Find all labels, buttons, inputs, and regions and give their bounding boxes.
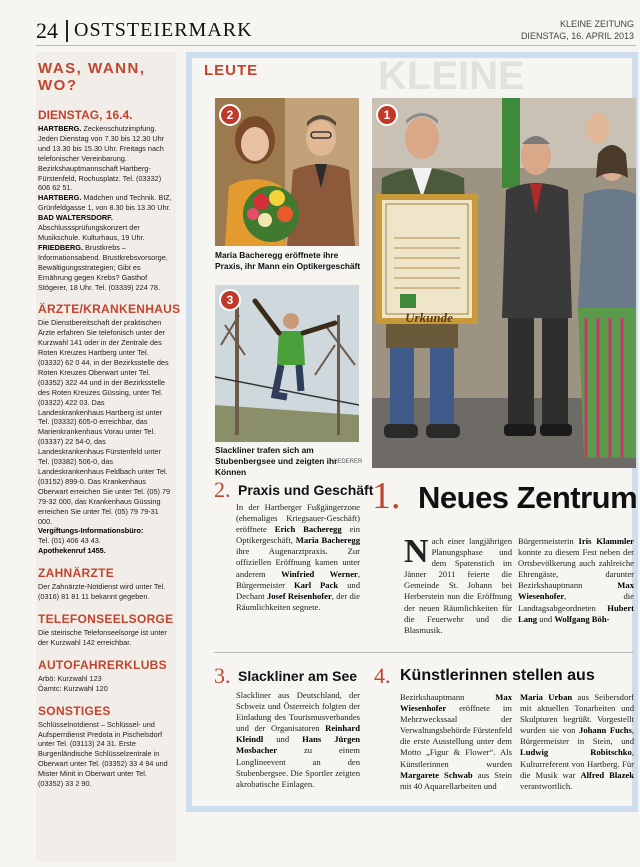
badge-2: 2 — [219, 104, 241, 126]
aerzte-heading: ÄRZTE/KRANKENHAUS — [38, 302, 181, 317]
article2-body: In der Hartberger Fußgängerzone (ehemaliges Kriegsauer-Geschäft) eröffnete Erich Bacheregg ein Optikergeschäft, Maria Bacheregg ihre Augenarztpraxis. Zur offiziellen Eröffnung kamen unter anderem Winfried Werner, Bürgermeister Karl Pack und Dechant Josef Reisenhofer, der die Räumlichkeiten segnete. — [236, 502, 361, 612]
article2-title: Praxis und Geschäft — [238, 482, 374, 498]
photo-group-illustration — [372, 98, 636, 468]
article1-col1: Nach einer langjährigen Planungsphase und dem Spatenstich im Jänner 2011 feierte die Gemeinde St. Johann bei Herberstein nun die Eröffnung der neuen Räumlichkeiten für die Feuerwehr und die Blasmusik. — [404, 533, 512, 635]
section-title: OSTSTEIERMARK — [74, 19, 253, 41]
ghost-masthead: KLEINE — [378, 54, 525, 94]
article2-number: 2. — [214, 477, 231, 502]
event-item: FRIEDBERG. Brustkrebs – Informationsabend. Brustkrebsvorsorge, Bewältigungsstrategien; Gibt es Ernährung gegen Krebs? Gasthof Stögerer, 18 Uhr. Tel. (03339) 224 78. — [38, 242, 168, 292]
caption-praxis: Maria Bacheregg eröffnete ihre Praxis, ihr Mann ein Optikergeschäft — [215, 250, 361, 271]
caption-slackliner: Slackliner trafen sich am Stubenbergsee und zeigten ihr Können — [215, 445, 338, 477]
publication-date: DIENSTAG, 16. APRIL 2013 — [520, 31, 634, 41]
publication-name: KLEINE ZEITUNG — [559, 19, 634, 29]
vergiftung-tel: Tel. (01) 406 43 43. — [38, 536, 101, 546]
article4-number: 4. — [374, 663, 391, 688]
sidebar-title: WAS, WANN, WO? — [38, 60, 146, 94]
page-header — [36, 14, 636, 46]
photo-slackliner — [215, 285, 359, 442]
dropcap-n: N — [404, 533, 429, 570]
events-sidebar — [36, 52, 181, 862]
event-item: HARTBERG. Mädchen und Technik. BIZ, Grünfeldgasse 1, von 8.30 bis 13.30 Uhr. — [38, 193, 172, 213]
article3-title: Slackliner am See — [238, 668, 358, 684]
article4-col1: Bezirkshauptmann Max Wiesenhofer eröffnete im Mehrzweckssaal der Verwaltungsbehörde Fürstenfeld die erste Ausstellung unter dem Motto „Figur & Flower“. Als Künstlerinnen wurden Margarete Schwab aus Stein mit 40 Aquarellarbeiten und — [400, 692, 512, 791]
arboe-line: Arbö: Kurzwahl 123 — [38, 673, 102, 683]
header-divider — [66, 20, 68, 42]
divider-rule — [214, 652, 634, 653]
article1-col2: Bürgermeisterin Iris Klammler konnte zu diesem Fest neben der Ortsbevölkerung auch zahlreiche Ehrengäste, darunter Bezirkshauptmann Max Wiesenhofer, die Landtagsabgeordneten Hubert Lang und Wolfgang Böh- — [518, 536, 634, 624]
urkunde-label: Urkunde — [405, 310, 453, 325]
vergiftung-info: Vergiftungs-Informationsbüro: — [38, 526, 144, 536]
article3-body: Slackliner aus Deutschland, der Schweiz und Österreich folgten der Einladung des Tourismusverbandes und der Organisatoren Reinhard Kleindl und Hans Jürgen Mosbacher zu einem Longlineevent an den Stubenbergsee. Die Sportler zeigten akrobatische Einlagen. — [236, 690, 361, 789]
oeamtc-line: Öamtc: Kurzwahl 120 — [38, 683, 108, 693]
article4-col2: Maria Urban aus Seibersdorf mit aktuellen Tonarbeiten und Skulpturen begrüßt. Vorgestellt wurden sie von Johann Fuchs, Bürgermeister in Stein, und Ludwig Robitschko, Kulturreferent von Hartberg. Für die Musik war Alfred Blazek verantwortlich. — [520, 692, 634, 791]
zahnaerzte-heading: ZAHNÄRZTE — [38, 566, 115, 581]
sonstiges-text: Schlüsselnotdienst – Schlüssel- und Aufsperrdienst Predota in Pischelsdorf unter Tel. (03113) 24 31. Erste Burgenländische Schlüsselzentrale in Oberwart unter Tel. (03352) 33 4 94 und Mister Minit in Oberwart unter Tel. (03352) 33 2 90. — [38, 719, 168, 789]
event-item: BAD WALTERSDORF. Abschlusssprüfungskonzert der Musikschule. Kulturhaus, 19 Uhr. — [38, 213, 145, 242]
badge-3: 3 — [219, 289, 241, 311]
article3-number: 3. — [214, 663, 231, 688]
page-number: 24 — [36, 18, 58, 43]
photo-neues-zentrum — [372, 98, 636, 468]
sonstiges-heading: SONSTIGES — [38, 703, 111, 718]
aerzte-text: Die Dienstbereitschaft der praktischen Ärzte erfahren Sie telefonisch unter der Kurzwahl 141 oder in der Zentrale des Roten Kreuzes Hartberg unter Tel. (03332) 62 0 44, in der Bezirksstelle des Roten Kreuzes Oberwart unter Tel. (03352) 322 44 und in der Bezirksstelle des Roten Kreuzes Güssing, unter Tel. (03322) 422 03. Das Landeskrankenhaus Hartberg ist unter Tel. (03332) 605-0 erreichbar, das Marienkrankenhaus Vorau unter Tel. (03337) 22 54-0, das Landeskrankenhaus Fürstenfeld unter Tel. (03382) 506-0, das Landeskrankenhaus Feldbach unter Tel. (03152) 899-0. Das Krankenhaus Oberwart erreichen Sie unter Tel. (05) 79 79-32 000, das Krankenhaus Güssing erreichen Sie unter Tel. (05) 79 79-31 000. — [38, 318, 171, 526]
article1-title: Neues Zentrum — [418, 480, 638, 515]
autofahrerklubs-heading: AUTOFAHRERKLUBS — [38, 657, 167, 672]
zahnaerzte-text: Der Zahnärzte-Notdienst wird unter Tel. (0316) 81 81 11 bekannt gegeben. — [38, 582, 166, 602]
telefonseelsorge-text: Die steirische Telefonseelsorge ist unter der Kurzwahl 142 erreichbar. — [38, 627, 167, 647]
sidebar-day: DIENSTAG, 16.4. — [38, 108, 133, 122]
leute-heading: LEUTE — [204, 62, 259, 79]
article1-number: 1. — [372, 475, 401, 517]
telefonseelsorge-heading: TELEFONSEELSORGE — [38, 611, 174, 626]
event-item: HARTBERG. Zeckenschutzimpfung. Jeden Dienstag von 7.30 bis 12.30 Uhr und 13.30 bis 15.30 Uhr. Freitags nach telefonischer Vereinbarung. Bezirkshauptmannschaft Hartberg-Fürstenfeld, Rochusplatz. Tel. (03332) 606 62 51. — [38, 124, 165, 193]
article4-title: Künstlerinnen stellen aus — [400, 667, 595, 684]
apothekenruf: Apothekenruf 1455. — [38, 546, 106, 556]
photo-credit: LEDERER — [334, 459, 363, 465]
badge-1: 1 — [376, 104, 398, 126]
photo-praxis — [215, 98, 359, 246]
